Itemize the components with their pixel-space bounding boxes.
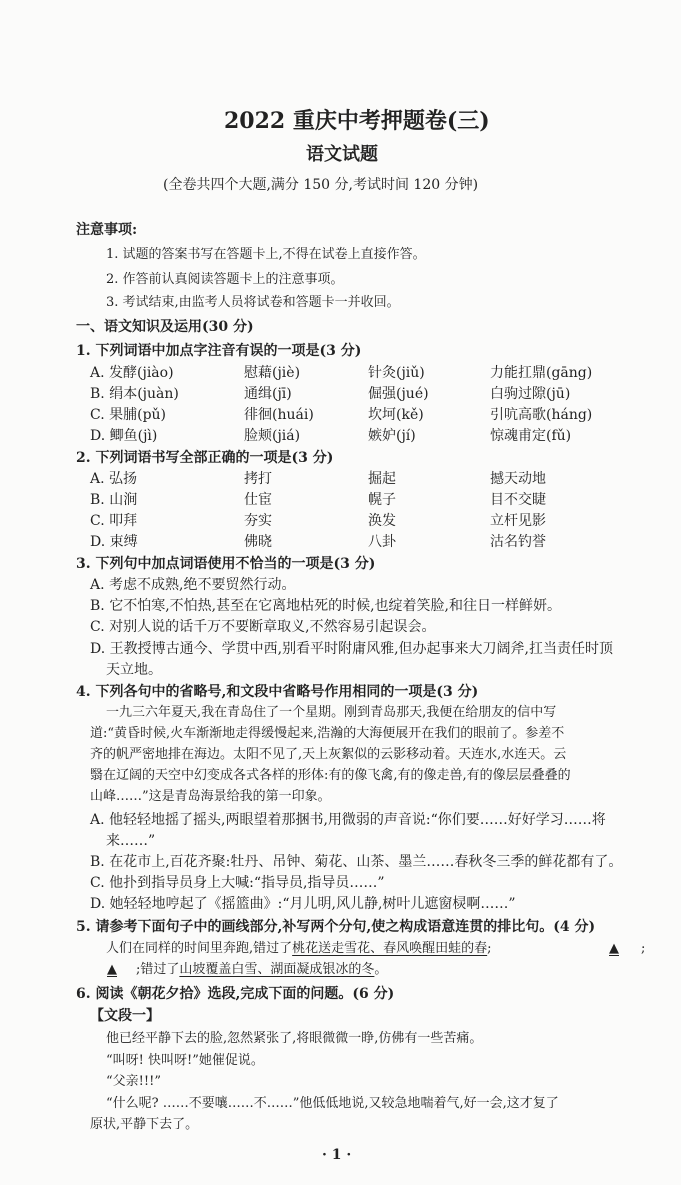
q5-underlined-phrase: 山坡覆盖白雪、湖面凝成银冰的冬 (179, 962, 375, 977)
q4-passage-line: 道:“黄昏时候,火车渐渐地走得缓慢起来,浩瀚的大海便展开在我们的眼前了。参差不 (90, 726, 565, 741)
q1-option: 力能扛鼎(gāng) (490, 365, 593, 381)
q1-option: 慰藉(jiè) (244, 365, 301, 381)
q2-option: 涣发 (368, 513, 396, 529)
q2-option: 夯实 (244, 513, 272, 529)
q3-option-d-cont: 天立地。 (106, 662, 162, 678)
exam-title: 2022 重庆中考押题卷(三) (224, 108, 490, 134)
q1-option: 嫉妒(jí) (368, 428, 416, 444)
q1-option: A. 发酵(jiào) (90, 365, 174, 381)
q2-option: 沽名钓誉 (490, 534, 546, 550)
notice-heading: 注意事项: (76, 222, 138, 238)
q4-option-a: A. 他轻轻地摇了摇头,两眼望着那捆书,用微弱的声音说:“你们要……好好学习……将 (90, 812, 606, 828)
q1-option: 惊魂甫定(fǔ) (490, 428, 572, 444)
q2-option: 仕宦 (244, 492, 272, 508)
q1-option: 针灸(jiǔ) (368, 365, 425, 381)
q1-option: 脸颊(jiá) (244, 428, 301, 444)
q4-passage-line: 翳在辽阔的天空中幻变成各式各样的形体:有的像飞禽,有的像走兽,有的像层层叠叠的 (90, 768, 571, 783)
q2-option: D. 束缚 (90, 534, 138, 550)
q5-line-2: ;错过了山坡覆盖白雪、湖面凝成银冰的冬。 (136, 962, 388, 977)
q2-option: A. 弘扬 (90, 471, 138, 487)
exam-note: (全卷共四个大题,满分 150 分,考试时间 120 分钟) (163, 177, 479, 193)
q6-paragraph: “叫呀! 快叫呀!”她催促说。 (106, 1053, 264, 1068)
q2-stem: 2. 下列词语书写全部正确的一项是(3 分) (76, 450, 334, 466)
q2-option: B. 山涧 (90, 492, 138, 508)
q2-option: 撼天动地 (490, 471, 546, 487)
q4-option-b: B. 在花市上,百花齐聚:牡丹、吊钟、菊花、山茶、墨兰……春秋冬三季的鲜花都有了。 (90, 854, 623, 870)
q2-option: 幌子 (368, 492, 396, 508)
q6-paragraph: “父亲!!!” (106, 1074, 161, 1089)
q2-option: 立杆见影 (490, 513, 546, 529)
q4-passage-line: 一九三六年夏天,我在青岛住了一个星期。刚到青岛那天,我便在给朋友的信中写 (106, 705, 557, 720)
q3-option-d: D. 王教授博古通今、学贯中西,别看平时附庸风雅,但办起事来大刀阔斧,扛当责任时顶 (90, 641, 613, 657)
q1-option: 徘徊(huái) (244, 407, 314, 423)
q3-stem: 3. 下列句中加点词语使用不恰当的一项是(3 分) (76, 556, 376, 572)
q5-underlined-phrase: 桃花送走雪花、春风唤醒田蛙的春 (292, 941, 488, 956)
q3-option-b: B. 它不怕寒,不怕热,甚至在它离地枯死的时候,也绽着笑脸,和往日一样鲜妍。 (90, 598, 561, 614)
q3-option-c: C. 对别人说的话千万不要断章取义,不然容易引起误会。 (90, 619, 436, 635)
q1-option: B. 绢本(juàn) (90, 386, 179, 402)
q1-option: C. 果脯(pǔ) (90, 407, 167, 423)
q1-option: 引吭高歌(háng) (490, 407, 593, 423)
answer-blank: ▲ (609, 941, 619, 956)
page-number: · 1 · (322, 1147, 352, 1163)
q1-option: 坎坷(kě) (368, 407, 424, 423)
q5-separator: ; (641, 941, 646, 956)
q2-option: C. 叩拜 (90, 513, 138, 529)
q4-option-d: D. 她轻轻地哼起了《摇篮曲》:“月儿明,风儿静,树叶儿遮窗棂啊……” (90, 896, 516, 912)
q1-option: 白驹过隙(jū) (490, 386, 571, 402)
answer-blank: ▲ (107, 962, 117, 977)
q6-paragraph-cont: 原状,平静下去了。 (90, 1117, 199, 1132)
q2-option: 拷打 (244, 471, 272, 487)
q4-option-a-cont: 来……” (106, 833, 156, 849)
q1-option: 倔强(jué) (368, 386, 429, 402)
q2-option: 佛晓 (244, 534, 272, 550)
exam-subtitle: 语文试题 (306, 144, 378, 165)
q4-stem: 4. 下列各句中的省略号,和文段中省略号作用相同的一项是(3 分) (76, 684, 479, 700)
q5-stem: 5. 请参考下面句子中的画线部分,补写两个分句,使之构成语意连贯的排比句。(4 分) (76, 919, 596, 935)
notice-item: 2. 作答前认真阅读答题卡上的注意事项。 (106, 272, 344, 287)
q2-option: 八卦 (368, 534, 396, 550)
notice-item: 1. 试题的答案书写在答题卡上,不得在试卷上直接作答。 (106, 247, 426, 262)
q4-option-c: C. 他扑到指导员身上大喊:“指导员,指导员……” (90, 875, 385, 891)
q1-option: D. 鲫鱼(jì) (90, 428, 158, 444)
passage-tag: 【文段一】 (90, 1008, 160, 1024)
q1-option: 通缉(jī) (244, 386, 292, 402)
q5-line-1: 人们在同样的时间里奔跑,错过了桃花送走雪花、春风唤醒田蛙的春; (106, 941, 492, 956)
q6-paragraph: “什么呢? ……不要嚷……不……”他低低地说,又较急地喘着气,好一会,这才复了 (106, 1096, 559, 1111)
section-heading: 一、语文知识及运用(30 分) (76, 319, 254, 335)
q4-passage-line: 齐的帆严密地排在海边。太阳不见了,天上灰絮似的云影移动着。天连水,水连天。云 (90, 747, 567, 762)
q2-option: 掘起 (368, 471, 396, 487)
q1-stem: 1. 下列词语中加点字注音有误的一项是(3 分) (76, 343, 362, 359)
q3-option-a: A. 考虑不成熟,绝不要贸然行动。 (90, 577, 296, 593)
q6-paragraph: 他已经平静下去的脸,忽然紧张了,将眼微微一睁,仿佛有一些苦痛。 (106, 1031, 483, 1046)
q6-stem: 6. 阅读《朝花夕拾》选段,完成下面的问题。(6 分) (76, 986, 395, 1002)
q4-passage-line: 山峰……”这是青岛海景给我的第一印象。 (90, 789, 331, 804)
q2-option: 目不交睫 (490, 492, 546, 508)
notice-item: 3. 考试结束,由监考人员将试卷和答题卡一并收回。 (106, 295, 400, 310)
